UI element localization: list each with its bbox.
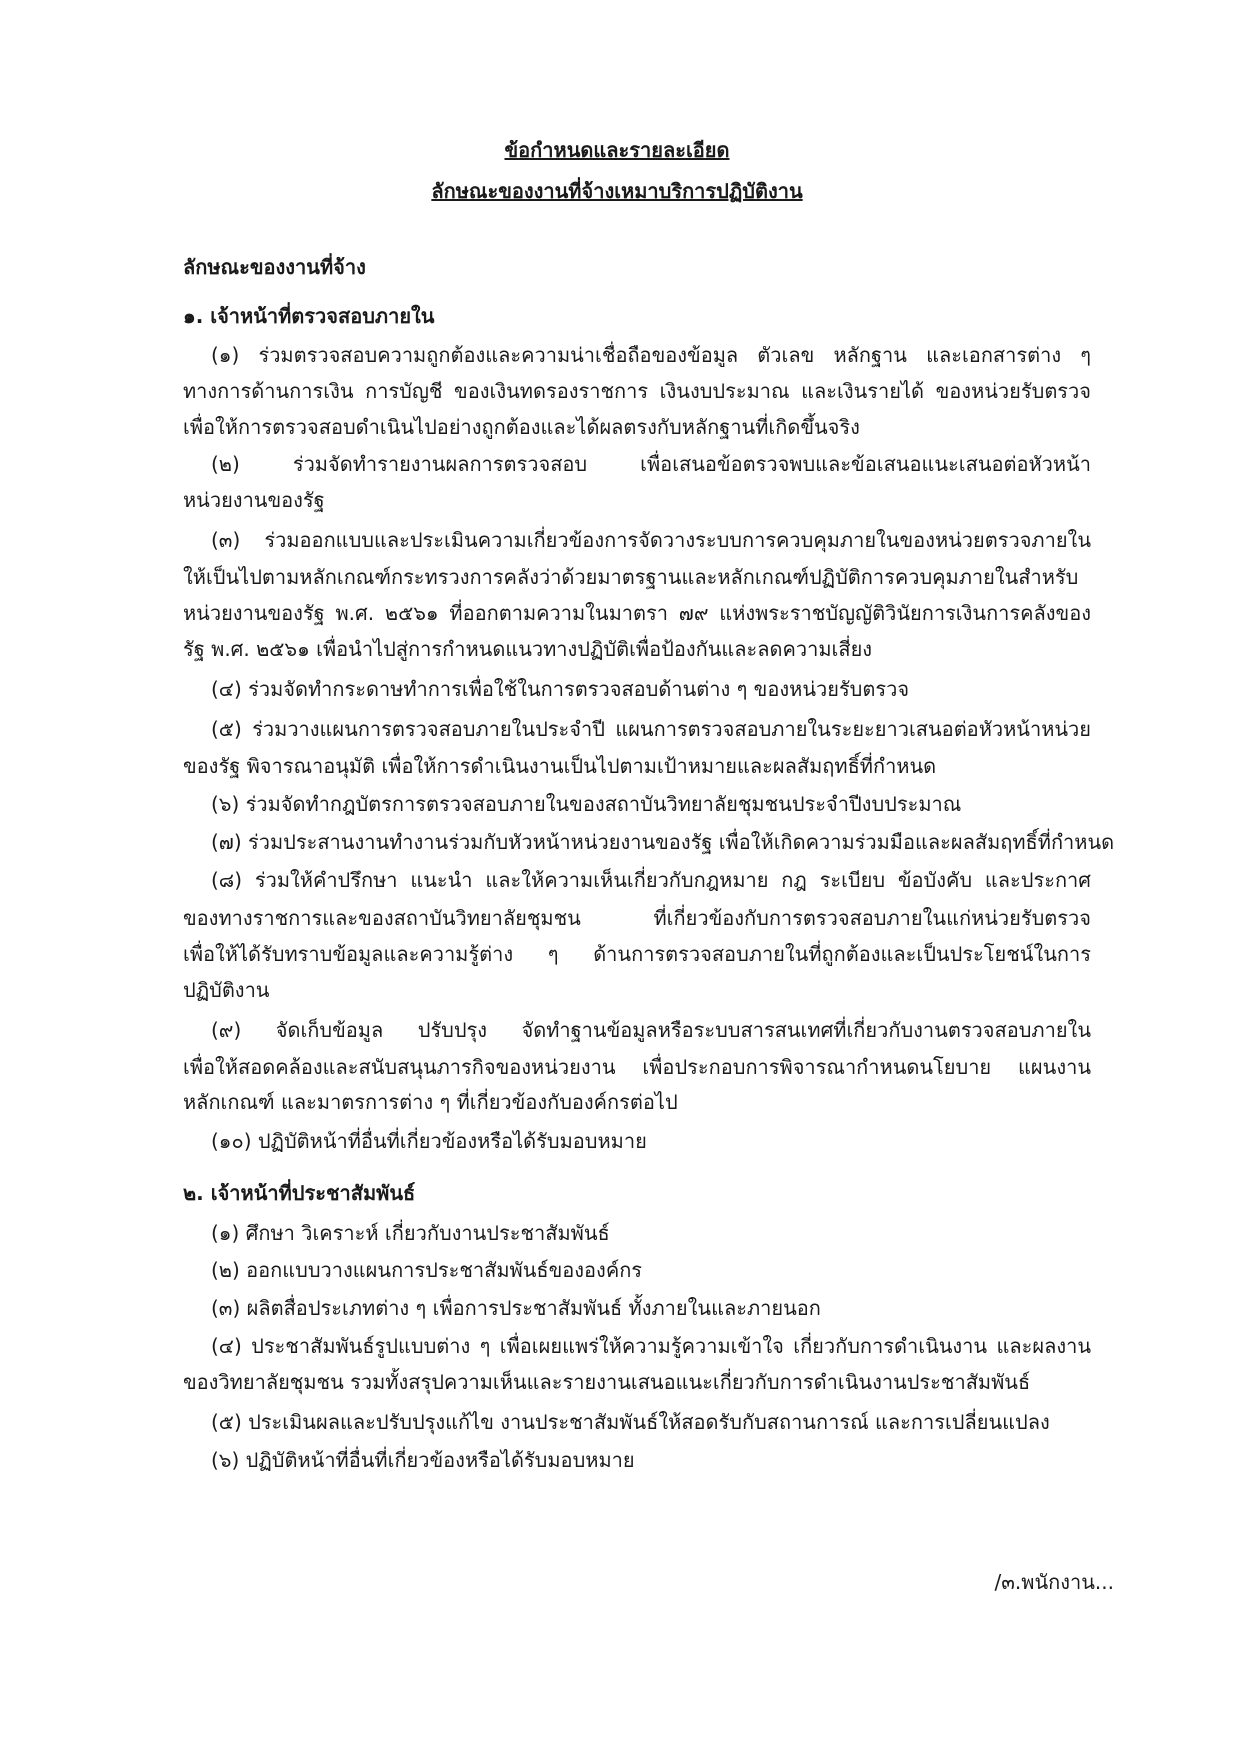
section-2-item-3-line: (๓) ผลิตสื่อประเภทต่าง ๆ เพื่อการประชาสัมพันธ์ ทั้งภายในและภายนอก: [211, 1296, 821, 1320]
section-2-item-6-line: (๖) ปฏิบัติหน้าที่อื่นที่เกี่ยวข้องหรือได้รับมอบหมาย: [211, 1448, 635, 1472]
document-subtitle-text: ลักษณะของงานที่จ้างเหมาบริการปฏิบัติงาน: [431, 179, 803, 203]
section-1-item-9-line: หลักเกณฑ์ และมาตรการต่าง ๆ ที่เกี่ยวข้องกับองค์กรต่อไป: [183, 1090, 678, 1114]
section-2-item-2-line: (๒) ออกแบบวางแผนการประชาสัมพันธ์ขององค์กร: [211, 1258, 643, 1282]
section-2-item-4-line: (๔) ประชาสัมพันธ์รูปแบบต่าง ๆ เพื่อเผยแพร่ให้ความรู้ความเข้าใจ เกี่ยวกับการดำเนินงาน และผลงาน: [211, 1334, 1091, 1358]
section-1-item-3-line: (๓) ร่วมออกแบบและประเมินความเกี่ยวข้องการจัดวางระบบการควบคุมภายในของหน่วยตรวจภายใน: [211, 528, 1091, 552]
section-1-item-5-line: ของรัฐ พิจารณาอนุมัติ เพื่อให้การดำเนินงานเป็นไปตามเป้าหมายและผลสัมฤทธิ์ที่กำหนด: [183, 754, 937, 778]
section-1-item-4-line: (๔) ร่วมจัดทำกระดาษทำการเพื่อใช้ในการตรวจสอบด้านต่าง ๆ ของหน่วยรับตรวจ: [211, 677, 910, 701]
section-1-item-6-line: (๖) ร่วมจัดทำกฎบัตรการตรวจสอบภายในของสถาบันวิทยาลัยชุมชนประจำปีงบประมาณ: [211, 792, 962, 816]
section-1-item-1-line: เพื่อให้การตรวจสอบดำเนินไปอย่างถูกต้องและได้ผลตรงกับหลักฐานที่เกิดขึ้นจริง: [183, 415, 860, 439]
document-title: [0, 135, 1234, 165]
section-1-item-8-line: (๘) ร่วมให้คำปรึกษา แนะนำ และให้ความเห็นเกี่ยวกับกฎหมาย กฎ ระเบียบ ข้อบังคับ และประกาศ: [211, 868, 1091, 892]
page-continuation: /๓.พนักงาน...: [994, 1570, 1114, 1594]
section-2-item-1-line: (๑) ศึกษา วิเคราะห์ เกี่ยวกับงานประชาสัมพันธ์: [211, 1221, 610, 1245]
section-2-item-5-line: (๕) ประเมินผลและปรับปรุงแก้ไข งานประชาสัมพันธ์ให้สอดรับกับสถานการณ์ และการเปลี่ยนแปลง: [211, 1410, 1050, 1434]
section-1-item-8-line: เพื่อให้ได้รับทราบข้อมูลและความรู้ต่าง ๆ ด้านการตรวจสอบภายในที่ถูกต้องและเป็นประโยชน์ในการ: [183, 942, 1091, 966]
section-1-item-7-line: (๗) ร่วมประสานงานทำงานร่วมกับหัวหน้าหน่วยงานของรัฐ เพื่อให้เกิดความร่วมมือและผลสัมฤทธิ์ที่กำหนด: [211, 830, 1115, 854]
section-1-heading: ๑. เจ้าหน้าที่ตรวจสอบภายใน: [183, 304, 435, 328]
section-1-item-3-line: รัฐ พ.ศ. ๒๕๖๑ เพื่อนำไปสู่การกำหนดแนวทางปฏิบัติเพื่อป้องกันและลดความเสี่ยง: [183, 637, 873, 661]
section-2-heading: ๒. เจ้าหน้าที่ประชาสัมพันธ์: [183, 1181, 416, 1205]
section-2-item-4-line: ของวิทยาลัยชุมชน รวมทั้งสรุปความเห็นและรายงานเสนอแนะเกี่ยวกับการดำเนินงานประชาสัมพันธ์: [183, 1370, 1031, 1394]
section-1-item-2-line: (๒) ร่วมจัดทำรายงานผลการตรวจสอบ เพื่อเสนอข้อตรวจพบและข้อเสนอแนะเสนอต่อหัวหน้า: [211, 452, 1091, 476]
section-1-item-3-line: หน่วยงานของรัฐ พ.ศ. ๒๕๖๑ ที่ออกตามความในมาตรา ๗๙ แห่งพระราชบัญญัติวินัยการเงินการคลังของ: [183, 601, 1091, 625]
section-1-item-2-line: หน่วยงานของรัฐ: [183, 488, 325, 512]
document-title-text: ข้อกำหนดและรายละเอียด: [504, 138, 730, 162]
section-1-item-9-line: เพื่อให้สอดคล้องและสนับสนุนภารกิจของหน่วยงาน เพื่อประกอบการพิจารณากำหนดนโยบาย แผนงาน: [183, 1055, 1091, 1079]
section-1-item-8-line: ของทางราชการและของสถาบันวิทยาลัยชุมชน ที่เกี่ยวข้องกับการตรวจสอบภายในแก่หน่วยรับตรวจ: [183, 906, 1091, 930]
section-1-item-8-line: ปฏิบัติงาน: [183, 978, 270, 1002]
section-heading: ลักษณะของงานที่จ้าง: [183, 255, 366, 279]
section-1-item-1-line: ทางการด้านการเงิน การบัญชี ของเงินทดรองราชการ เงินงบประมาณ และเงินรายได้ ของหน่วยรับตรวจ: [183, 379, 1091, 403]
section-1-item-10-line: (๑๐) ปฏิบัติหน้าที่อื่นที่เกี่ยวข้องหรือได้รับมอบหมาย: [211, 1129, 647, 1153]
section-1-item-9-line: (๙) จัดเก็บข้อมูล ปรับปรุง จัดทำฐานข้อมูลหรือระบบสารสนเทศที่เกี่ยวกับงานตรวจสอบภายใน: [211, 1018, 1091, 1042]
section-1-item-1-line: (๑) ร่วมตรวจสอบความถูกต้องและความน่าเชื่อถือของข้อมูล ตัวเลข หลักฐาน และเอกสารต่าง ๆ: [211, 343, 1091, 367]
document-subtitle: [0, 176, 1234, 206]
section-1-item-3-line: ให้เป็นไปตามหลักเกณฑ์กระทรวงการคลังว่าด้วยมาตรฐานและหลักเกณฑ์ปฏิบัติการควบคุมภายในสำหรับ: [183, 565, 1079, 589]
section-1-item-5-line: (๕) ร่วมวางแผนการตรวจสอบภายในประจำปี แผนการตรวจสอบภายในระยะยาวเสนอต่อหัวหน้าหน่วย: [211, 717, 1091, 741]
